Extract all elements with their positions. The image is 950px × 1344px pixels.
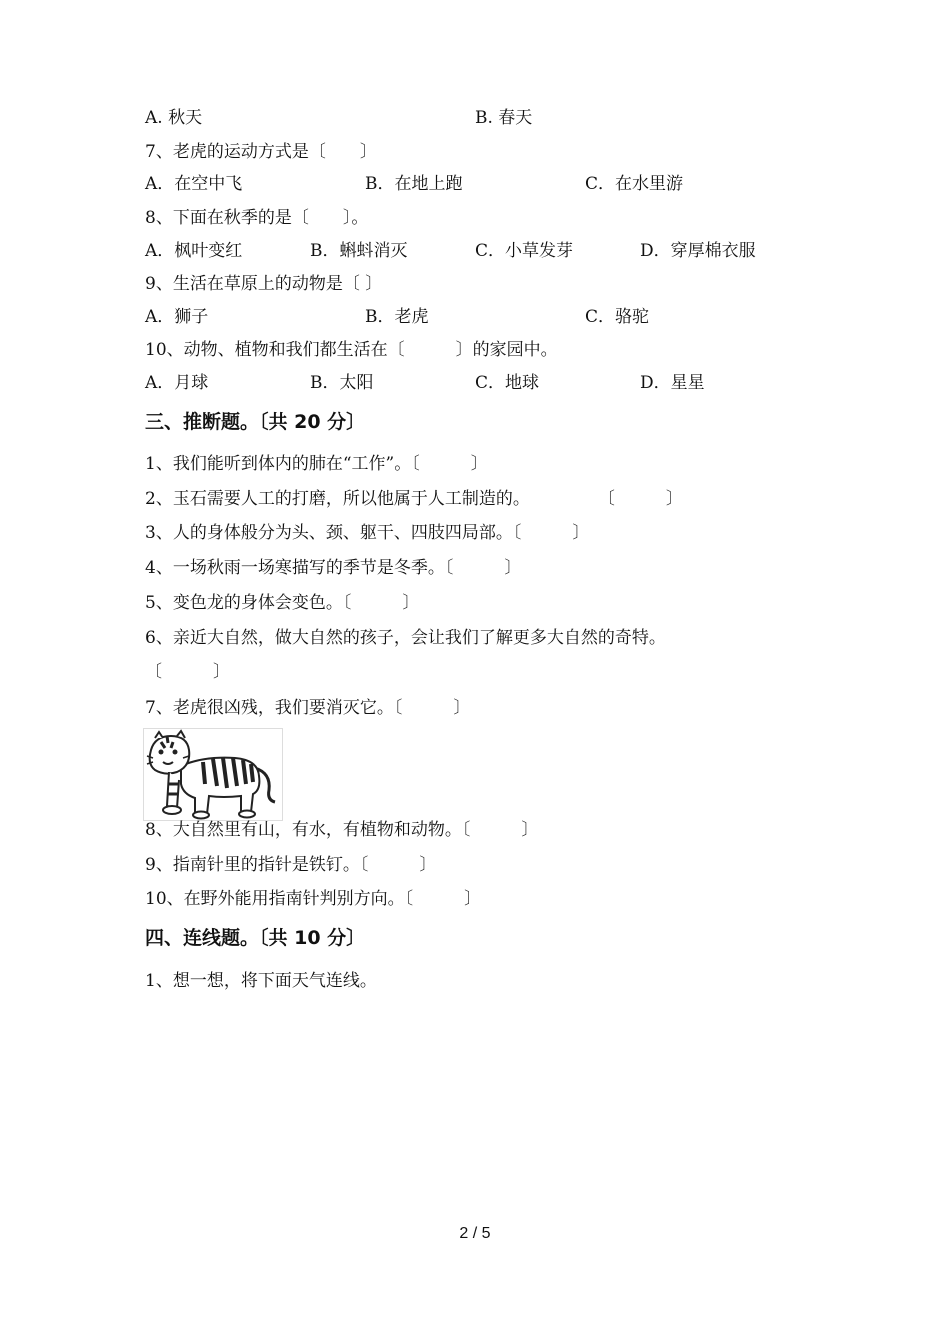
q8-option-a: A．枫叶变红 (145, 241, 243, 261)
q7-option-b: B．在地上跑 (365, 174, 463, 194)
judge-item-1: 1、我们能听到体内的肺在“工作”。〔 〕 (145, 454, 488, 474)
judge-item-9: 9、指南针里的指针是铁钉。〔 〕 (145, 855, 437, 875)
section-4-title: 四、连线题。〔共 10 分〕 (145, 927, 366, 949)
question-10: 10、动物、植物和我们都生活在〔 〕的家园中。 (145, 340, 558, 360)
judge-item-8: 8、大自然里有山，有水，有植物和动物。〔 〕 (145, 820, 539, 840)
judge-item-7: 7、老虎很凶残，我们要消灭它。〔 〕 (145, 698, 471, 718)
matching-question-1: 1、想一想，将下面天气连线。 (145, 971, 377, 991)
q9-option-a: A．狮子 (145, 307, 209, 327)
judge-item-2: 2、玉石需要人工的打磨，所以他属于人工制造的。 〔 〕 (145, 489, 683, 509)
q9-option-b: B．老虎 (365, 307, 429, 327)
judge-item-5: 5、变色龙的身体会变色。〔 〕 (145, 593, 420, 613)
q10-option-b: B．太阳 (310, 373, 374, 393)
question-9: 9、生活在草原上的动物是〔 〕 (145, 274, 383, 294)
q6-option-a: A. 秋天 (145, 108, 203, 128)
question-8: 8、下面在秋季的是〔 〕。 (145, 208, 369, 228)
q8-option-c: C．小草发芽 (475, 241, 574, 261)
q10-option-d: D．星星 (640, 373, 705, 393)
section-3-title: 三、推断题。〔共 20 分〕 (145, 411, 366, 433)
judge-item-10: 10、在野外能用指南针判别方向。〔 〕 (145, 889, 482, 909)
judge-item-6: 6、亲近大自然，做大自然的孩子，会让我们了解更多大自然的奇特。 (145, 628, 666, 648)
judge-item-6-answer: 〔 〕 (145, 662, 230, 682)
q7-option-c: C．在水里游 (585, 174, 684, 194)
q8-option-d: D．穿厚棉衣服 (640, 241, 756, 261)
q10-option-a: A．月球 (145, 373, 209, 393)
q7-option-a: A．在空中飞 (145, 174, 243, 194)
q8-option-b: B．蝌蚪消灭 (310, 241, 408, 261)
judge-item-3: 3、人的身体般分为头、颈、躯干、四肢四局部。〔 〕 (145, 523, 590, 543)
tiger-illustration (143, 728, 283, 821)
q10-option-c: C．地球 (475, 373, 540, 393)
q9-option-c: C．骆驼 (585, 307, 650, 327)
q6-option-b: B. 春天 (475, 108, 533, 128)
judge-item-4: 4、一场秋雨一场寒描写的季节是冬季。〔 〕 (145, 558, 522, 578)
page-number: 2 / 5 (459, 1225, 491, 1242)
question-7: 7、老虎的运动方式是〔 〕 (145, 142, 377, 162)
